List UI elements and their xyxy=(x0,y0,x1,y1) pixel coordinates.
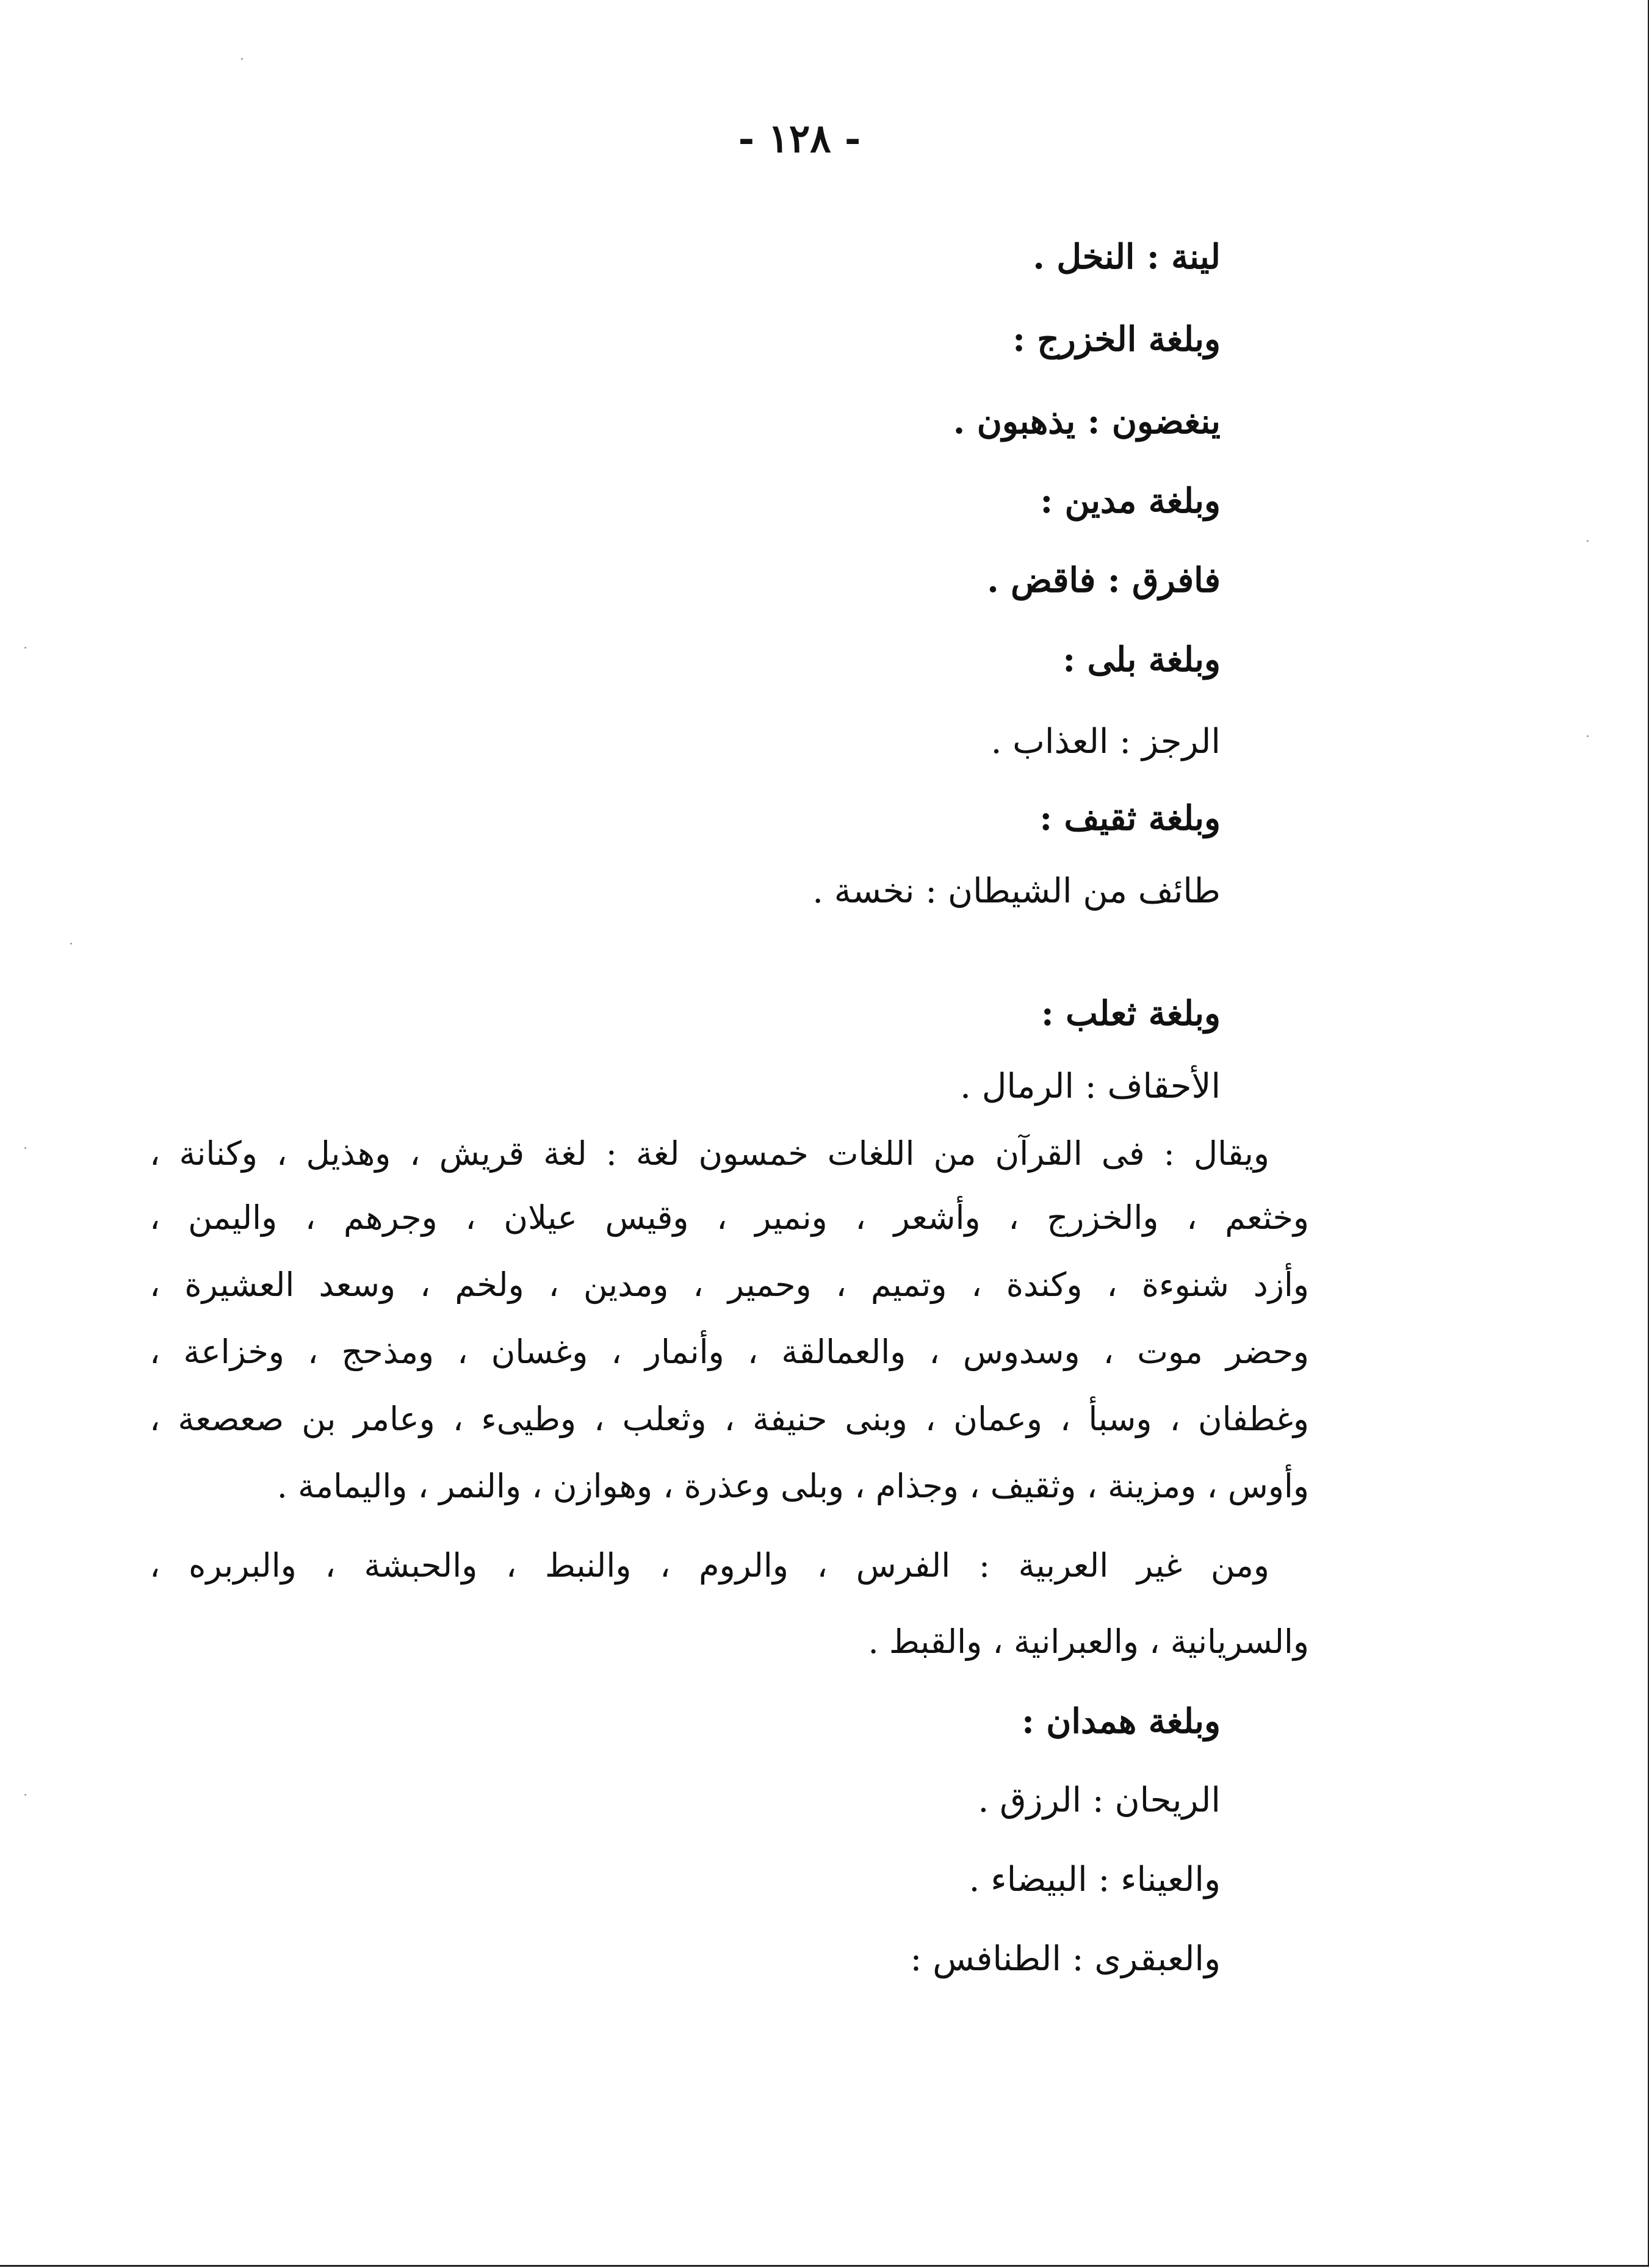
scan-speck xyxy=(1587,735,1589,737)
paragraph-line: وأزد شنوءة ، وكندة ، وتميم ، وحمير ، ومدين ، ولخم ، وسعد العشيرة ، xyxy=(150,1265,1309,1304)
scan-speck xyxy=(241,58,243,60)
scan-speck xyxy=(24,1794,26,1796)
entry-line: فافرق : فاقض . xyxy=(987,560,1221,600)
paragraph-line: والسريانية ، والعبرانية ، والقبط . xyxy=(868,1622,1309,1661)
entry-line: وبلغة الخزرج : xyxy=(1012,319,1221,359)
scan-speck xyxy=(24,1147,26,1149)
scan-speck xyxy=(1587,540,1589,542)
paragraph-line: وأوس ، ومزينة ، وثقيف ، وجذام ، وبلى وعذرة ، وهوازن ، والنمر ، واليمامة . xyxy=(276,1467,1309,1505)
scan-speck xyxy=(70,943,72,945)
entry-line: وبلغة مدين : xyxy=(1040,481,1221,521)
entry-line: الريحان : الرزق . xyxy=(978,1780,1221,1820)
page-number: - ١٢٨ - xyxy=(738,116,861,162)
paragraph-line: ويقال : فى القرآن من اللغات خمسون لغة : لغة قريش ، وهذيل ، وكنانة ، xyxy=(150,1134,1269,1173)
entry-line: وبلغة ثعلب : xyxy=(1041,993,1221,1034)
paragraph-line: ومن غير العربية : الفرس ، والروم ، والنبط ، والحبشة ، والبربره ، xyxy=(150,1546,1269,1585)
entry-line: والعيناء : البيضاء . xyxy=(969,1860,1221,1899)
entry-line: طائف من الشيطان : نخسة . xyxy=(812,871,1221,911)
paragraph-line: وحضر موت ، وسدوس ، والعمالقة ، وأنمار ، وغسان ، ومذحج ، وخزاعة ، xyxy=(150,1333,1309,1371)
entry-line: والعبقرى : الطنافس : xyxy=(910,1939,1221,1979)
entry-line: الأحقاف : الرمال . xyxy=(960,1067,1221,1106)
paragraph-line: وغطفان ، وسبأ ، وعمان ، وبنى حنيفة ، وثعلب ، وطيىء ، وعامر بن صعصعة ، xyxy=(150,1400,1309,1438)
entry-line: وبلغة ثقيف : xyxy=(1039,798,1221,838)
entry-line: وبلغة همدان : xyxy=(1022,1701,1221,1741)
scan-speck xyxy=(24,647,26,649)
entry-line: لينة : النخل . xyxy=(1033,237,1221,277)
entry-line: ينغضون : يذهبون . xyxy=(953,401,1221,442)
entry-line: الرجز : العذاب . xyxy=(990,722,1221,761)
entry-line: وبلغة بلى : xyxy=(1063,639,1221,680)
paragraph-line: وخثعم ، والخزرج ، وأشعر ، ونمير ، وقيس عيلان ، وجرهم ، واليمن ، xyxy=(150,1198,1309,1237)
